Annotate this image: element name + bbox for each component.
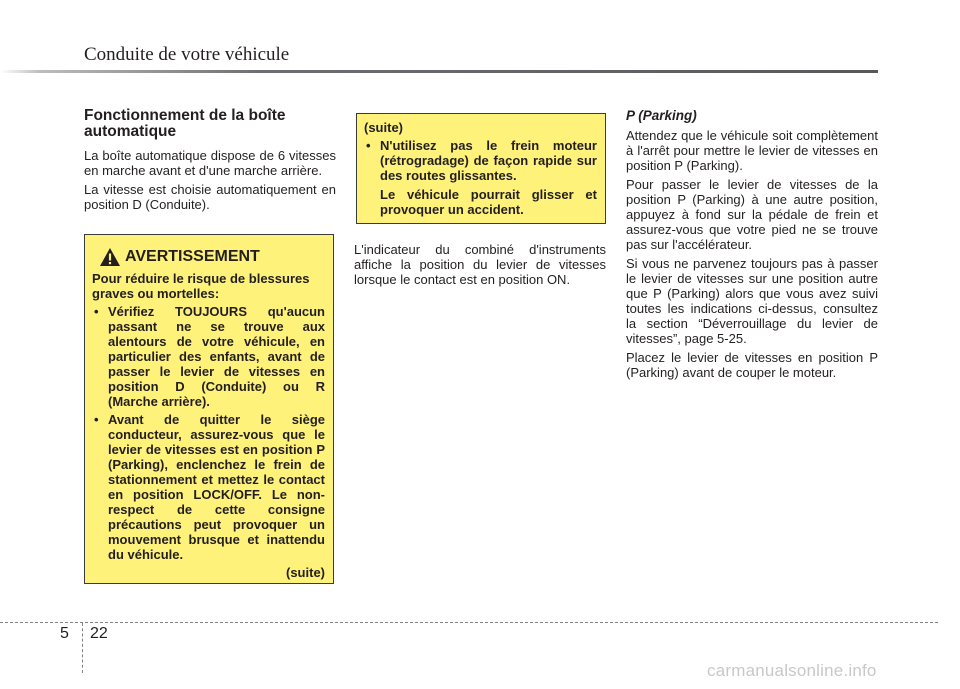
warning-intro: Pour réduire le risque de blessures graves ou mortelles: <box>92 271 310 301</box>
paragraph-parking: Placez le levier de vitesses en position P (Parking) avant de couper le moteur. <box>626 350 878 380</box>
column-right <box>626 108 878 384</box>
column-left <box>84 108 336 216</box>
paragraph-parking: Si vous ne parvenez toujours pas à passer le levier de vitesses sur une position autre que P (Parking) alors que vous avez suivi toutes les indications ci-dessus, consultez la section “Déverrouillage du levier de vitesses”, page 5-25. <box>626 256 878 346</box>
paragraph-indicator: L'indicateur du combiné d'instruments affiche la position du levier de vitesses lorsque le contact est en position ON. <box>354 242 606 287</box>
warning-bullet: • Vérifiez TOUJOURS qu'aucun passant ne se trouve aux alentours de votre véhicule, en particulier des enfants, avant de passer le levier de vitesses en position D (Conduite) ou R (Marche arrière). <box>92 304 325 409</box>
parking-heading: P (Parking) <box>626 108 697 123</box>
header-rule <box>0 70 878 73</box>
warning-bullet: • Avant de quitter le siège conducteur, assurez-vous que le levier de vitesses est en position P (Parking), enclenchez le frein de stationnement et mettez le contact en position LOCK/OFF. Le non-respect de cette consigne précautions peut provoquer un mouvement brusque et inattendu du véhicule. <box>92 412 325 562</box>
footer-divider <box>82 623 83 673</box>
page-number: 22 <box>90 625 108 642</box>
page-header-title: Conduite de votre véhicule <box>84 44 290 65</box>
warning-title: AVERTISSEMENT <box>125 248 260 265</box>
paragraph-parking: Attendez que le véhicule soit complètement à l'arrêt pour mettre le levier de vitesses en position P (Parking). <box>626 128 878 173</box>
warning-continued-box <box>356 113 606 224</box>
section-heading: Fonctionnement de la boîte automatique <box>84 107 286 140</box>
warning-box <box>84 234 334 584</box>
warning-suite-label: (suite) <box>286 565 325 580</box>
continued-bullet: • N'utilisez pas le frein moteur (rétrogradage) de façon rapide sur des routes glissantes. <box>364 138 597 183</box>
chapter-number: 5 <box>60 625 69 642</box>
paragraph-parking: Pour passer le levier de vitesses de la position P (Parking) à une autre position, appuyez à fond sur la pédale de frein et assurez-vous que votre pied ne se trouve pas sur l'accélérateur. <box>626 177 878 252</box>
footer-rule <box>0 622 938 623</box>
warning-triangle-icon <box>99 247 121 267</box>
watermark: carmanualsonline.info <box>707 661 877 680</box>
column-middle <box>354 242 606 291</box>
paragraph-drive: La vitesse est choisie automatiquement en position D (Conduite). <box>84 182 336 212</box>
warning-header <box>92 247 325 267</box>
continued-label: (suite) <box>364 120 403 135</box>
paragraph-gears: La boîte automatique dispose de 6 vitesses en marche avant et d'une marche arrière. <box>84 148 336 178</box>
continued-extra: Le véhicule pourrait glisser et provoquer un accident. <box>380 187 597 217</box>
